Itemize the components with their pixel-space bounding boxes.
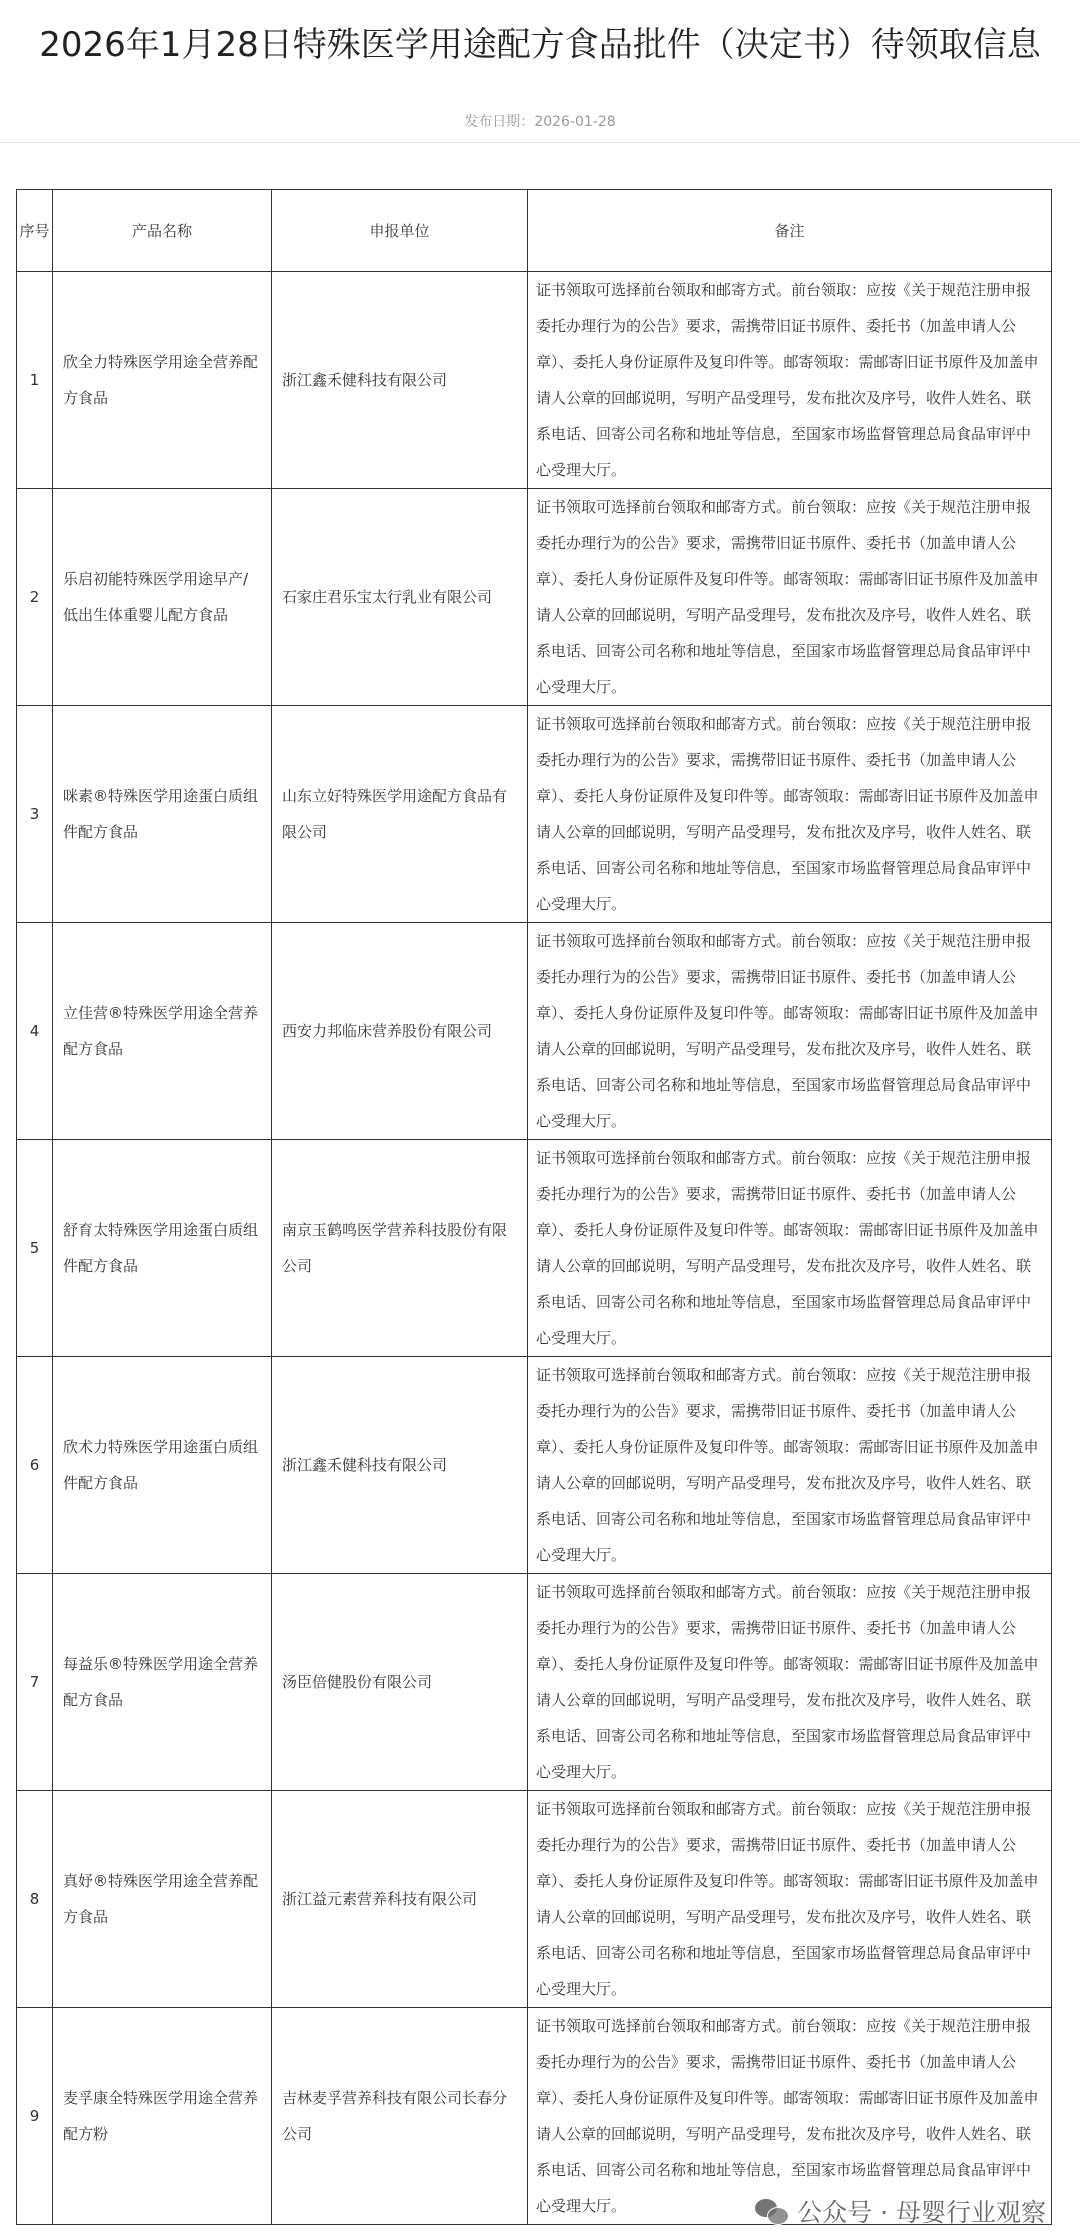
table-row [17, 1574, 1052, 1791]
table-row [17, 1357, 1052, 1574]
row-number: 8 [17, 1791, 53, 2008]
page-header [0, 0, 1080, 143]
remark: 证书领取可选择前台领取和邮寄方式。前台领取：应按《关于规范注册申报委托办理行为的公告》要求，需携带旧证书原件、委托书（加盖申请人公章）、委托人身份证原件及复印件等。邮寄领取：需邮寄旧证书原件及加盖申请人公章的回邮说明，写明产品受理号，发布批次及序号，收件人姓名、联系电话、回寄公司名称和地址等信息，至国家市场监督管理总局食品审评中心受理大厅。 [528, 489, 1052, 706]
remark: 证书领取可选择前台领取和邮寄方式。前台领取：应按《关于规范注册申报委托办理行为的公告》要求，需携带旧证书原件、委托书（加盖申请人公章）、委托人身份证原件及复印件等。邮寄领取：需邮寄旧证书原件及加盖申请人公章的回邮说明，写明产品受理号，发布批次及序号，收件人姓名、联系电话、回寄公司名称和地址等信息，至国家市场监督管理总局食品审评中心受理大厅。 [528, 706, 1052, 923]
product-name: 咪素®特殊医学用途蛋白质组件配方食品 [53, 706, 272, 923]
publish-date [0, 112, 1080, 132]
applicant-unit: 山东立好特殊医学用途配方食品有限公司 [272, 706, 528, 923]
product-name: 舒育太特殊医学用途蛋白质组件配方食品 [53, 1140, 272, 1357]
remark: 证书领取可选择前台领取和邮寄方式。前台领取：应按《关于规范注册申报委托办理行为的公告》要求，需携带旧证书原件、委托书（加盖申请人公章）、委托人身份证原件及复印件等。邮寄领取：需邮寄旧证书原件及加盖申请人公章的回邮说明，写明产品受理号，发布批次及序号，收件人姓名、联系电话、回寄公司名称和地址等信息，至国家市场监督管理总局食品审评中心受理大厅。 [528, 2008, 1052, 2225]
table-row [17, 1791, 1052, 2008]
column-header-product: 产品名称 [53, 190, 272, 272]
table-row [17, 489, 1052, 706]
applicant-unit: 南京玉鹤鸣医学营养科技股份有限公司 [272, 1140, 528, 1357]
table-row [17, 706, 1052, 923]
product-name: 乐启初能特殊医学用途早产/低出生体重婴儿配方食品 [53, 489, 272, 706]
wechat-icon [755, 2197, 789, 2225]
table-row [17, 2008, 1052, 2225]
publish-date-label: 发布日期： [464, 114, 535, 130]
remark: 证书领取可选择前台领取和邮寄方式。前台领取：应按《关于规范注册申报委托办理行为的公告》要求，需携带旧证书原件、委托书（加盖申请人公章）、委托人身份证原件及复印件等。邮寄领取：需邮寄旧证书原件及加盖申请人公章的回邮说明，写明产品受理号，发布批次及序号，收件人姓名、联系电话、回寄公司名称和地址等信息，至国家市场监督管理总局食品审评中心受理大厅。 [528, 1357, 1052, 1574]
table-row [17, 272, 1052, 489]
watermark [755, 2195, 1046, 2227]
remark: 证书领取可选择前台领取和邮寄方式。前台领取：应按《关于规范注册申报委托办理行为的公告》要求，需携带旧证书原件、委托书（加盖申请人公章）、委托人身份证原件及复印件等。邮寄领取：需邮寄旧证书原件及加盖申请人公章的回邮说明，写明产品受理号，发布批次及序号，收件人姓名、联系电话、回寄公司名称和地址等信息，至国家市场监督管理总局食品审评中心受理大厅。 [528, 1140, 1052, 1357]
remark: 证书领取可选择前台领取和邮寄方式。前台领取：应按《关于规范注册申报委托办理行为的公告》要求，需携带旧证书原件、委托书（加盖申请人公章）、委托人身份证原件及复印件等。邮寄领取：需邮寄旧证书原件及加盖申请人公章的回邮说明，写明产品受理号，发布批次及序号，收件人姓名、联系电话、回寄公司名称和地址等信息，至国家市场监督管理总局食品审评中心受理大厅。 [528, 1574, 1052, 1791]
product-name: 麦孚康全特殊医学用途全营养配方粉 [53, 2008, 272, 2225]
product-name: 真妤®特殊医学用途全营养配方食品 [53, 1791, 272, 2008]
remark: 证书领取可选择前台领取和邮寄方式。前台领取：应按《关于规范注册申报委托办理行为的公告》要求，需携带旧证书原件、委托书（加盖申请人公章）、委托人身份证原件及复印件等。邮寄领取：需邮寄旧证书原件及加盖申请人公章的回邮说明，写明产品受理号，发布批次及序号，收件人姓名、联系电话、回寄公司名称和地址等信息，至国家市场监督管理总局食品审评中心受理大厅。 [528, 272, 1052, 489]
watermark-text: 公众号 · 母婴行业观察 [797, 2198, 1046, 2227]
row-number: 4 [17, 923, 53, 1140]
row-number: 5 [17, 1140, 53, 1357]
table-header-row [17, 190, 1052, 272]
applicant-unit: 汤臣倍健股份有限公司 [272, 1574, 528, 1791]
applicant-unit: 浙江鑫禾健科技有限公司 [272, 1357, 528, 1574]
row-number: 3 [17, 706, 53, 923]
remark: 证书领取可选择前台领取和邮寄方式。前台领取：应按《关于规范注册申报委托办理行为的公告》要求，需携带旧证书原件、委托书（加盖申请人公章）、委托人身份证原件及复印件等。邮寄领取：需邮寄旧证书原件及加盖申请人公章的回邮说明，写明产品受理号，发布批次及序号，收件人姓名、联系电话、回寄公司名称和地址等信息，至国家市场监督管理总局食品审评中心受理大厅。 [528, 1791, 1052, 2008]
product-name: 欣术力特殊医学用途蛋白质组件配方食品 [53, 1357, 272, 1574]
column-header-no: 序号 [17, 190, 53, 272]
table-row [17, 923, 1052, 1140]
applicant-unit: 浙江鑫禾健科技有限公司 [272, 272, 528, 489]
row-number: 1 [17, 272, 53, 489]
notice-table [16, 189, 1052, 2225]
product-name: 每益乐®特殊医学用途全营养配方食品 [53, 1574, 272, 1791]
applicant-unit: 西安力邦临床营养股份有限公司 [272, 923, 528, 1140]
product-name: 欣全力特殊医学用途全营养配方食品 [53, 272, 272, 489]
row-number: 6 [17, 1357, 53, 1574]
applicant-unit: 石家庄君乐宝太行乳业有限公司 [272, 489, 528, 706]
applicant-unit: 浙江益元素营养科技有限公司 [272, 1791, 528, 2008]
row-number: 9 [17, 2008, 53, 2225]
applicant-unit: 吉林麦孚营养科技有限公司长春分公司 [272, 2008, 528, 2225]
notice-table-container [16, 189, 1051, 2225]
page-title: 2026年1月28日特殊医学用途配方食品批件（决定书）待领取信息 [39, 25, 1041, 65]
remark: 证书领取可选择前台领取和邮寄方式。前台领取：应按《关于规范注册申报委托办理行为的公告》要求，需携带旧证书原件、委托书（加盖申请人公章）、委托人身份证原件及复印件等。邮寄领取：需邮寄旧证书原件及加盖申请人公章的回邮说明，写明产品受理号，发布批次及序号，收件人姓名、联系电话、回寄公司名称和地址等信息，至国家市场监督管理总局食品审评中心受理大厅。 [528, 923, 1052, 1140]
column-header-unit: 申报单位 [272, 190, 528, 272]
table-row [17, 1140, 1052, 1357]
row-number: 2 [17, 489, 53, 706]
row-number: 7 [17, 1574, 53, 1791]
column-header-remark: 备注 [528, 190, 1052, 272]
product-name: 立佳营®特殊医学用途全营养配方食品 [53, 923, 272, 1140]
publish-date-value: 2026-01-28 [534, 114, 616, 130]
